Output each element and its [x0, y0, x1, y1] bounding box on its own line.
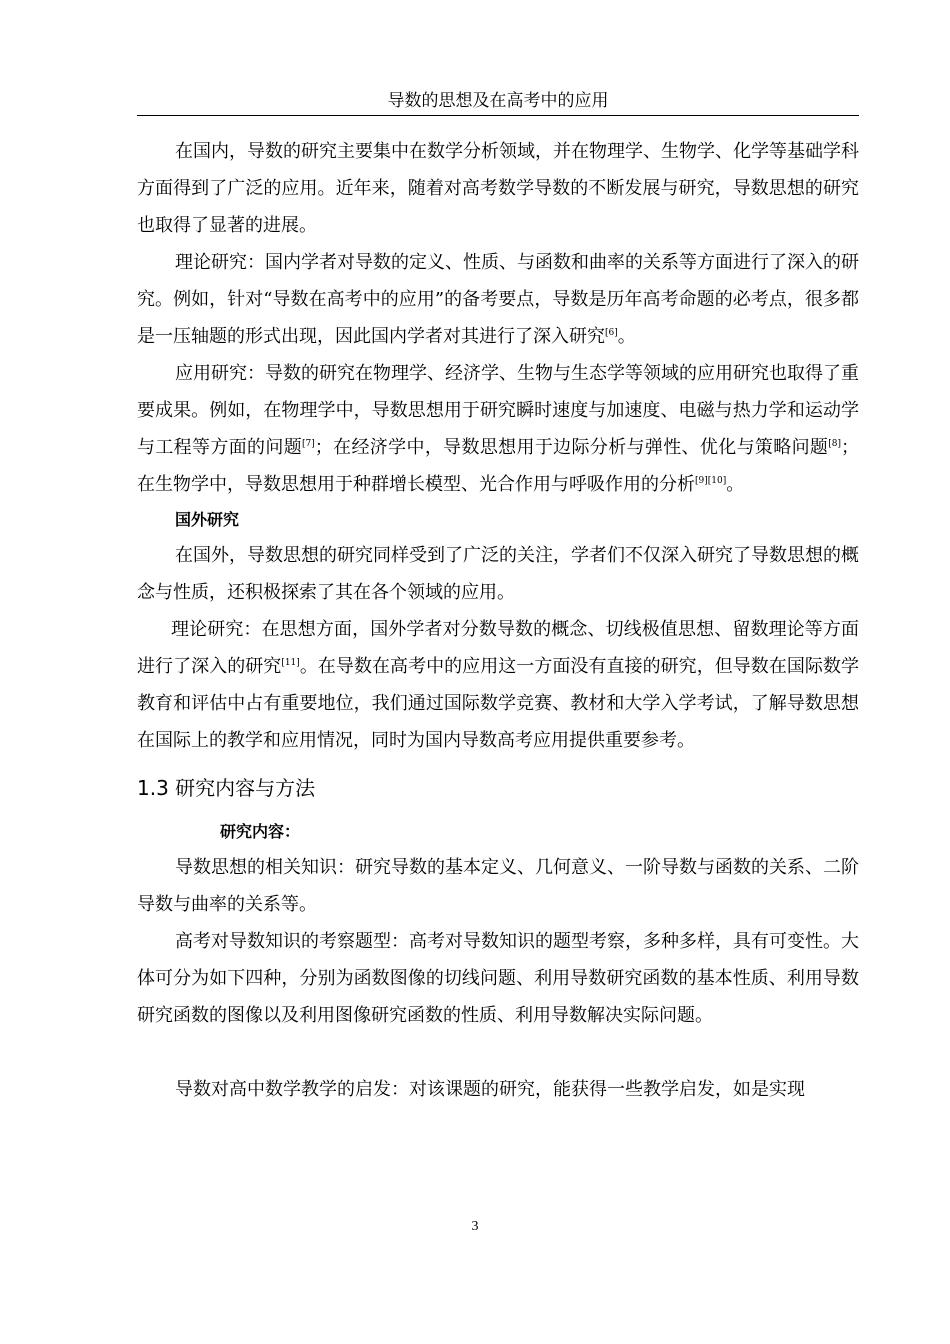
paragraph-text: 。在导数在高考中的应用这一方面没有直接的研究，但导数在国际数学教育和评估中占有重要地位，我们通过国际数学竞赛、教材和大学入学考试，了解导数思想在国际上的教学和应用情况，同时为国内导数高考应用提供重要参考。	[137, 656, 859, 751]
paragraph-text: 导数对高中数学教学的启发：对该课题的研究，能获得一些教学启发，如是实现	[175, 1079, 805, 1100]
paragraph-text: 应用研究：导数的研究在物理学、经济学、生物与生态学等领域的应用研究也取得了重要成果。例如，在物理学中，导数思想用于研究瞬时速度与加速度、电磁与热力学和运动学与工程等方面的问题	[137, 363, 859, 458]
paragraph-text: ；在经济学中，导数思想用于边际分析与弹性、优化与策略问题	[314, 437, 829, 458]
paragraph-domestic-application	[137, 355, 859, 503]
foreign-research-heading: 国外研究	[175, 510, 240, 529]
paragraph-text: 。	[617, 326, 636, 347]
section-heading: 1.3 研究内容与方法	[137, 776, 316, 800]
citation-ref: [6]	[605, 328, 618, 338]
running-header	[137, 89, 859, 116]
paragraph-text: 高考对导数知识的考察题型：高考对导数知识的题型考察，多种多样，具有可变性。大体可分为如下四种，分别为函数图像的切线问题、利用导数研究函数的基本性质、利用导数研究函数的图像以及利用图像研究函数的性质、利用导数解决实际问题。	[137, 931, 859, 1026]
paragraph-domestic-theory	[137, 244, 859, 355]
page-number: 3	[471, 1219, 479, 1234]
paragraph-text: 在国外，导数思想的研究同样受到了广泛的关注，学者们不仅深入研究了导数思想的概念与性质，还积极探索了其在各个领域的应用。	[137, 545, 859, 603]
paragraph-exam-question-types	[137, 923, 859, 1034]
research-content-heading: 研究内容：	[220, 822, 301, 841]
paragraph-derivative-knowledge	[137, 849, 859, 923]
paragraph-foreign-overview	[137, 537, 859, 611]
citation-ref: [11]	[281, 658, 300, 668]
citation-ref: [8]	[828, 439, 842, 449]
citation-ref: [9][10]	[695, 476, 727, 486]
paragraph-text: 导数思想的相关知识：研究导数的基本定义、几何意义、一阶导数与函数的关系、二阶导数与曲率的关系等。	[137, 857, 859, 915]
paragraph-text: 理论研究：国内学者对导数的定义、性质、与函数和曲率的关系等方面进行了深入的研究。例如，针对“导数在高考中的应用”的备考要点，导数是历年高考命题的必考点，很多都是一压轴题的形式出现，因此国内学者对其进行了深入研究	[137, 252, 859, 347]
paragraph-text: 理论研究：在思想方面，国外学者对分数导数的概念、切线极值思想、留数理论等方面进行了深入的研究	[137, 619, 859, 677]
paragraph-text: ；在生物学中，导数思想用于种群增长模型、光合作用与呼吸作用的分析	[137, 437, 860, 495]
paragraph-text: 在国内，导数的研究主要集中在数学分析领域，并在物理学、生物学、化学等基础学科方面得到了广泛的应用。近年来，随着对高考数学导数的不断发展与研究，导数思想的研究也取得了显著的进展。	[137, 141, 859, 236]
page-body	[137, 133, 859, 1108]
running-header-title: 导数的思想及在高考中的应用	[387, 91, 609, 111]
citation-ref: [7]	[302, 439, 315, 449]
paragraph-text: 。	[726, 474, 745, 495]
paragraph-domestic-overview	[137, 133, 859, 244]
paragraph-foreign-theory	[137, 611, 859, 759]
paragraph-teaching-inspiration	[137, 1071, 859, 1108]
blank-line	[137, 1034, 859, 1071]
